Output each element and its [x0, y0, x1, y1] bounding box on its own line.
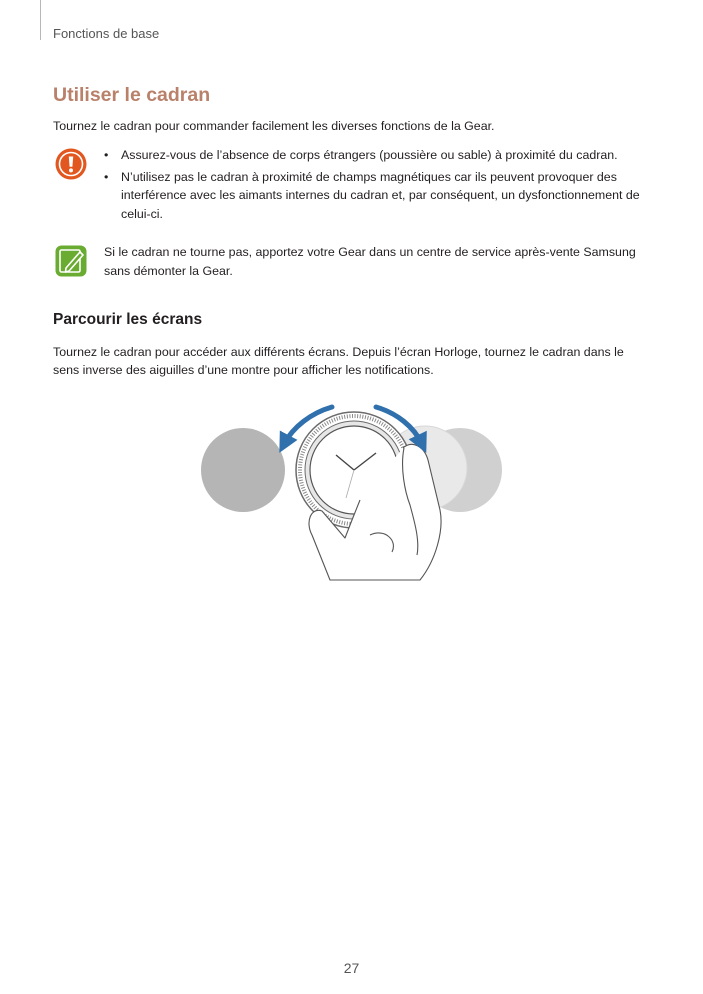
- page-number: 27: [343, 960, 360, 976]
- caution-item-text: Assurez-vous de l’absence de corps étrangers (poussière ou sable) à proximité du cadran.: [121, 148, 618, 162]
- caution-icon: [55, 148, 87, 180]
- note-icon: [55, 245, 87, 277]
- list-item: [104, 168, 656, 224]
- subsection-title: Parcourir les écrans: [53, 311, 203, 328]
- subsection-text: Tournez le cadran pour accéder aux différents écrans. Depuis l’écran Horloge, tournez le cadran dans le sens inverse des aiguilles d’une montre pour afficher les notifications.: [53, 345, 624, 377]
- bullet-glyph: •: [104, 148, 109, 162]
- screen-preview-left: [201, 428, 285, 512]
- list-item: [104, 146, 656, 165]
- caution-list: [104, 146, 656, 226]
- bezel-illustration: [195, 395, 515, 585]
- section-title: Utiliser le cadran: [53, 84, 211, 106]
- bullet-glyph: •: [104, 169, 109, 184]
- header-rule: [40, 0, 41, 40]
- section-intro: Tournez le cadran pour commander facilement les diverses fonctions de la Gear.: [53, 119, 495, 133]
- note-text: Si le cadran ne tourne pas, apportez votre Gear dans un centre de service après-vente Samsung sans démonter la Gear.: [104, 245, 636, 278]
- running-header: Fonctions de base: [53, 26, 160, 41]
- caution-item-text: N’utilisez pas le cadran à proximité de champs magnétiques car ils peuvent provoquer des interférence avec les aimants internes du cadran et, par conséquent, un dysfonctionnement de celui-ci.: [121, 169, 640, 221]
